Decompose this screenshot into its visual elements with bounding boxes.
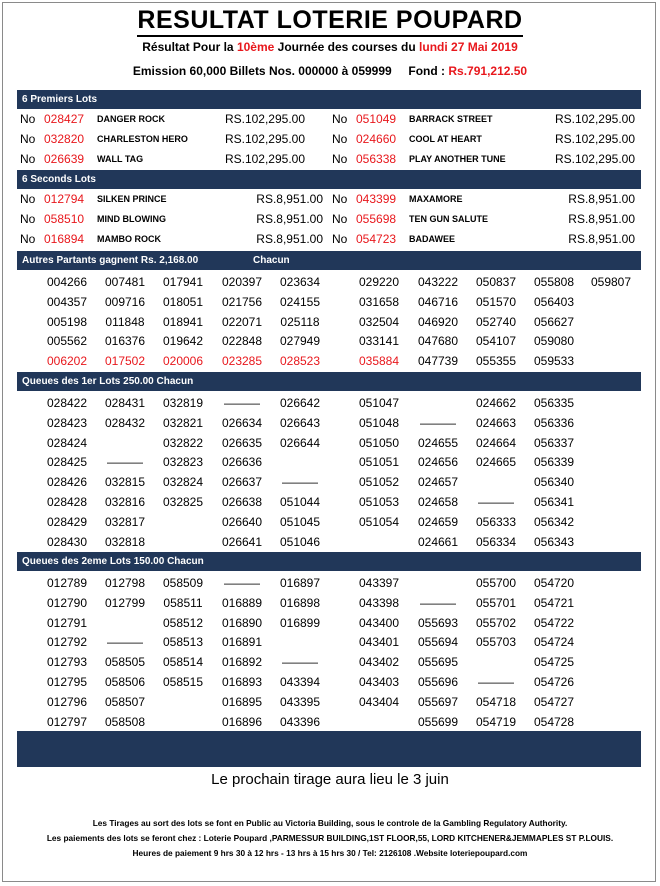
ticket-number: 058505: [104, 655, 146, 670]
ticket-number: 047680: [417, 334, 459, 349]
ticket-number: 051052: [358, 475, 400, 490]
ticket-number: ———: [420, 415, 456, 430]
horse-name: MAMBO ROCK: [97, 234, 161, 244]
ticket-number: 051045: [279, 514, 321, 529]
section-autres-partants: Autres Partants gagnent Rs. 2,168.00 Chacun: [17, 251, 641, 270]
ticket-number: 012792: [46, 635, 88, 650]
ticket-number: 032817: [104, 514, 146, 529]
ticket-number: 058513: [162, 635, 204, 650]
ticket-number: 051054: [358, 514, 400, 529]
ticket-number: 016895: [221, 694, 263, 709]
journee: 10ème: [236, 40, 275, 54]
ticket-number: 043222: [417, 275, 459, 289]
no-label: No: [20, 192, 36, 206]
ticket-number: 032818: [104, 534, 146, 549]
ticket-number: 016897: [279, 576, 321, 590]
ticket-number: 032819: [162, 396, 204, 410]
ticket-number: 012795: [46, 675, 88, 689]
ticket-number: 024663: [475, 415, 517, 430]
ticket-number: 054724: [533, 635, 575, 650]
prize-amount: RS.102,295.00: [554, 152, 635, 166]
ticket-number: 026634: [221, 415, 263, 430]
ticket-number: 032823: [162, 455, 204, 470]
ticket-number: 055697: [417, 694, 459, 709]
ticket-number: 058507: [104, 694, 146, 709]
winning-number: 012794: [44, 192, 85, 206]
ticket-number: 024656: [417, 455, 459, 470]
ticket-number: 012793: [46, 655, 88, 670]
ticket-number: 033141: [358, 334, 400, 349]
prize-row: [17, 109, 641, 129]
prize-row: [17, 209, 641, 229]
prize-amount: RS.102,295.00: [554, 112, 635, 126]
ticket-number: 052740: [475, 314, 517, 329]
ticket-number: 018051: [162, 294, 204, 309]
ticket-number: 056342: [533, 514, 575, 529]
ticket-number: 054721: [533, 595, 575, 610]
ticket-number: ———: [282, 655, 318, 670]
prize-row: [17, 229, 641, 249]
ticket-number: 026636: [221, 455, 263, 470]
ticket-number: 058509: [162, 576, 204, 590]
prize-amount: RS.102,295.00: [224, 132, 305, 146]
ticket-number: 028432: [104, 415, 146, 430]
ticket-number: 011848: [105, 314, 145, 329]
ticket-number: 032504: [358, 314, 400, 329]
blank-banner: [17, 731, 641, 767]
ticket-number: 055703: [475, 635, 517, 650]
emission-line: Emission 60,000 Billets Nos. 000000 à 059999 Fond : Rs.791,212.50: [132, 64, 528, 78]
prize-amount: RS.8,951.00: [568, 212, 635, 226]
ticket-number: 012798: [104, 576, 146, 590]
horse-name: PLAY ANOTHER TUNE: [409, 154, 506, 164]
ticket-number: 016896: [221, 714, 263, 729]
ticket-number: 022848: [221, 334, 263, 349]
ticket-number: 046920: [417, 314, 459, 329]
horse-name: CHARLESTON HERO: [97, 134, 188, 144]
ticket-number: 026640: [221, 514, 263, 529]
ticket-number: 016899: [279, 615, 321, 630]
ticket-number: 056336: [533, 415, 575, 430]
ticket-number: 054722: [533, 615, 575, 630]
ticket-number: 051044: [279, 495, 321, 509]
ticket-number: 005198: [46, 314, 88, 329]
prize-row: [17, 189, 641, 209]
horse-name: COOL AT HEART: [409, 134, 482, 144]
horse-name: BADAWEE: [409, 234, 456, 244]
prize-amount: RS.102,295.00: [224, 152, 305, 166]
no-label: No: [332, 152, 348, 166]
ticket-number: 028425: [46, 455, 88, 470]
winning-number: 055698: [356, 212, 397, 226]
ticket-number: 055355: [475, 354, 517, 369]
ticket-number: 032824: [162, 475, 204, 490]
ticket-number: 054728: [533, 714, 575, 729]
ticket-number: 054726: [533, 675, 575, 689]
ticket-number: 056340: [533, 475, 575, 490]
ticket-number: 058515: [162, 675, 204, 689]
ticket-number: 016891: [221, 635, 263, 650]
subtitle: Résultat Pour la 10ème Journée des courses du lundi 27 Mai 2019: [142, 40, 518, 54]
ticket-number: 024664: [475, 435, 517, 450]
ticket-number: 006202: [46, 354, 88, 369]
ticket-number: 059080: [533, 334, 575, 349]
ticket-number: 028431: [104, 396, 146, 410]
ticket-number: 019642: [162, 334, 204, 349]
ticket-number: 024657: [417, 475, 459, 490]
ticket-number: 051570: [475, 294, 517, 309]
ticket-number: 017941: [162, 275, 204, 289]
winning-number: 054723: [356, 232, 397, 246]
ticket-number: ———: [107, 455, 143, 470]
ticket-number: 054719: [475, 714, 517, 729]
prize-amount: RS.8,951.00: [256, 212, 323, 226]
ticket-number: 051050: [358, 435, 400, 450]
winning-number: 024660: [356, 132, 397, 146]
winning-number: 028427: [44, 112, 85, 126]
ticket-number: 055808: [533, 275, 575, 289]
ticket-number: 024662: [475, 396, 517, 410]
horse-name: DANGER ROCK: [97, 114, 166, 124]
ticket-number: 020397: [221, 275, 263, 289]
section-queues-2eme: Queues des 2eme Lots 150.00 Chacun: [17, 552, 641, 571]
ticket-number: 028429: [46, 514, 88, 529]
ticket-number: 051046: [279, 534, 321, 549]
ticket-number: 024659: [417, 514, 459, 529]
no-label: No: [332, 212, 348, 226]
ticket-number: 059807: [590, 275, 632, 289]
race-date: lundi 27 Mai 2019: [419, 40, 518, 54]
ticket-number: 056343: [533, 534, 575, 549]
ticket-number: 056339: [533, 455, 575, 470]
prize-amount: RS.8,951.00: [568, 232, 635, 246]
ticket-number: 043404: [358, 694, 400, 709]
ticket-number: 056627: [533, 314, 575, 329]
ticket-number: 028424: [46, 435, 88, 450]
ticket-number: 051047: [358, 396, 400, 410]
ticket-number: 055700: [475, 576, 517, 590]
ticket-number: 016898: [279, 595, 321, 610]
ticket-number: 024665: [475, 455, 517, 470]
no-label: No: [20, 212, 36, 226]
ticket-number: 054725: [533, 655, 575, 670]
ticket-number: 056337: [533, 435, 575, 450]
no-label: No: [20, 152, 36, 166]
no-label: No: [332, 132, 348, 146]
prize-amount: RS.102,295.00: [554, 132, 635, 146]
ticket-number: 024655: [417, 435, 459, 450]
ticket-number: 021756: [221, 294, 263, 309]
ticket-number: ———: [478, 495, 514, 509]
ticket-number: 005562: [46, 334, 88, 349]
ticket-number: 032815: [104, 475, 146, 490]
winning-number: 056338: [356, 152, 397, 166]
prize-amount: RS.8,951.00: [568, 192, 635, 206]
ticket-number: 056403: [533, 294, 575, 309]
ticket-number: 056334: [475, 534, 517, 549]
ticket-number: 012799: [104, 595, 146, 610]
ticket-number: 012791: [46, 615, 88, 630]
page-title: RESULTAT LOTERIE POUPARD: [0, 6, 660, 35]
ticket-number: 058511: [163, 595, 203, 610]
ticket-number: 026644: [279, 435, 321, 450]
ticket-number: 024661: [417, 534, 459, 549]
section-seconds-lots: 6 Seconds Lots: [17, 170, 641, 189]
no-label: No: [20, 112, 36, 126]
horse-name: MIND BLOWING: [97, 214, 166, 224]
ticket-number: ———: [224, 396, 260, 410]
ticket-number: 054720: [533, 576, 575, 590]
no-label: No: [332, 232, 348, 246]
fond-value: Rs.791,212.50: [448, 64, 528, 78]
ticket-number: 020006: [162, 354, 204, 369]
ticket-number: 055693: [417, 615, 459, 630]
ticket-number: 043397: [358, 576, 400, 590]
prize-row: [17, 149, 641, 169]
ticket-number: 056333: [475, 514, 517, 529]
ticket-number: 056335: [533, 396, 575, 410]
ticket-number: ———: [224, 576, 260, 590]
prize-amount: RS.8,951.00: [256, 192, 323, 206]
winning-number: 016894: [44, 232, 85, 246]
no-label: No: [20, 132, 36, 146]
section-queues-1er: Queues des 1er Lots 250.00 Chacun: [17, 372, 641, 391]
ticket-number: 024155: [279, 294, 321, 309]
ticket-number: 026642: [279, 396, 321, 410]
ticket-number: ———: [282, 475, 318, 490]
ticket-number: ———: [107, 635, 143, 650]
ticket-number: 028428: [46, 495, 88, 509]
winning-number: 032820: [44, 132, 85, 146]
ticket-number: 016890: [221, 615, 263, 630]
ticket-number: 043395: [279, 694, 321, 709]
ticket-number: ———: [420, 595, 456, 610]
prize-row: [17, 129, 641, 149]
ticket-number: 058506: [104, 675, 146, 689]
horse-name: TEN GUN SALUTE: [409, 214, 489, 224]
no-label: No: [20, 232, 36, 246]
ticket-number: 054107: [475, 334, 517, 349]
ticket-number: 024658: [417, 495, 459, 509]
ticket-number: 043394: [279, 675, 321, 689]
ticket-number: 016892: [221, 655, 263, 670]
ticket-number: 028426: [46, 475, 88, 490]
ticket-number: 056341: [533, 495, 575, 509]
winning-number: 051049: [356, 112, 397, 126]
ticket-number: 051051: [358, 455, 400, 470]
ticket-number: 028523: [279, 354, 321, 369]
ticket-number: 054718: [475, 694, 517, 709]
ticket-number: 016889: [221, 595, 263, 610]
ticket-number: 043400: [358, 615, 400, 630]
ticket-number: 051053: [358, 495, 400, 509]
ticket-number: 051048: [358, 415, 400, 430]
ticket-number: 026641: [221, 534, 263, 549]
ticket-number: 004357: [46, 294, 88, 309]
ticket-number: 004266: [46, 275, 88, 289]
horse-name: BARRACK STREET: [409, 114, 493, 124]
ticket-number: 026643: [279, 415, 321, 430]
no-label: No: [332, 192, 348, 206]
winning-number: 058510: [44, 212, 85, 226]
ticket-number: 026638: [221, 495, 263, 509]
ticket-number: 022071: [221, 314, 263, 329]
ticket-number: 058512: [162, 615, 204, 630]
ticket-number: 025118: [280, 314, 320, 329]
ticket-number: 029220: [358, 275, 400, 289]
ticket-number: 047739: [417, 354, 459, 369]
footer-line-3: Heures de paiement 9 hrs 30 à 12 hrs - 13 hrs à 15 hrs 30 / Tel: 2126108 .Website loteriepoupard.com: [132, 848, 528, 858]
ticket-number: 007481: [104, 275, 146, 289]
ticket-number: 050837: [475, 275, 517, 289]
ticket-number: 023634: [279, 275, 321, 289]
ticket-number: 026635: [221, 435, 263, 450]
footer-line-2: Les paiements des lots se feront chez : Loterie Poupard ,PARMESSUR BUILDING,1ST FLOOR,55, LORD KITCHENER&JEMMAPLES ST P.LOUIS.: [46, 833, 614, 843]
ticket-number: 043403: [358, 675, 400, 689]
winning-number: 043399: [356, 192, 397, 206]
ticket-number: 055694: [417, 635, 459, 650]
ticket-number: 032822: [162, 435, 204, 450]
ticket-number: 028423: [46, 415, 88, 430]
ticket-number: 043396: [279, 714, 321, 729]
footer-line-1: Les Tirages au sort des lots se font en Public au Victoria Building, sous le controle de la Gambling Regulatory Authority.: [92, 818, 568, 828]
ticket-number: 055696: [417, 675, 459, 689]
ticket-number: 027949: [279, 334, 321, 349]
ticket-number: 032816: [104, 495, 146, 509]
ticket-number: ———: [478, 675, 514, 689]
ticket-number: 055702: [475, 615, 517, 630]
ticket-number: 043398: [358, 595, 400, 610]
ticket-number: 058508: [104, 714, 146, 729]
ticket-number: 058514: [162, 655, 204, 670]
ticket-number: 012796: [46, 694, 88, 709]
ticket-number: 012790: [46, 595, 88, 610]
horse-name: WALL TAG: [97, 154, 144, 164]
ticket-number: 012789: [46, 576, 88, 590]
ticket-number: 012797: [46, 714, 88, 729]
ticket-number: 028422: [46, 396, 88, 410]
horse-name: MAXAMORE: [409, 194, 463, 204]
winning-number: 026639: [44, 152, 85, 166]
ticket-number: 055699: [417, 714, 459, 729]
horse-name: SILKEN PRINCE: [97, 194, 167, 204]
ticket-number: 023285: [221, 354, 263, 369]
ticket-number: 055695: [417, 655, 459, 670]
ticket-number: 028430: [46, 534, 88, 549]
ticket-number: 031658: [358, 294, 400, 309]
ticket-number: 016893: [221, 675, 263, 689]
ticket-number: 026637: [221, 475, 263, 490]
ticket-number: 032821: [162, 415, 204, 430]
ticket-number: 055701: [475, 595, 517, 610]
ticket-number: 035884: [358, 354, 400, 369]
ticket-number: 032825: [162, 495, 204, 509]
next-draw-notice: Le prochain tirage aura lieu le 3 juin: [211, 771, 449, 788]
ticket-number: 054727: [533, 694, 575, 709]
ticket-number: 046716: [417, 294, 459, 309]
ticket-number: 059533: [533, 354, 575, 369]
ticket-number: 009716: [104, 294, 146, 309]
ticket-number: 017502: [104, 354, 146, 369]
prize-amount: RS.8,951.00: [256, 232, 323, 246]
ticket-number: 018941: [162, 314, 204, 329]
section-premiers-lots: 6 Premiers Lots: [17, 90, 641, 109]
no-label: No: [332, 112, 348, 126]
ticket-number: 043402: [358, 655, 400, 670]
prize-amount: RS.102,295.00: [224, 112, 305, 126]
ticket-number: 016376: [104, 334, 146, 349]
ticket-number: 043401: [358, 635, 400, 650]
